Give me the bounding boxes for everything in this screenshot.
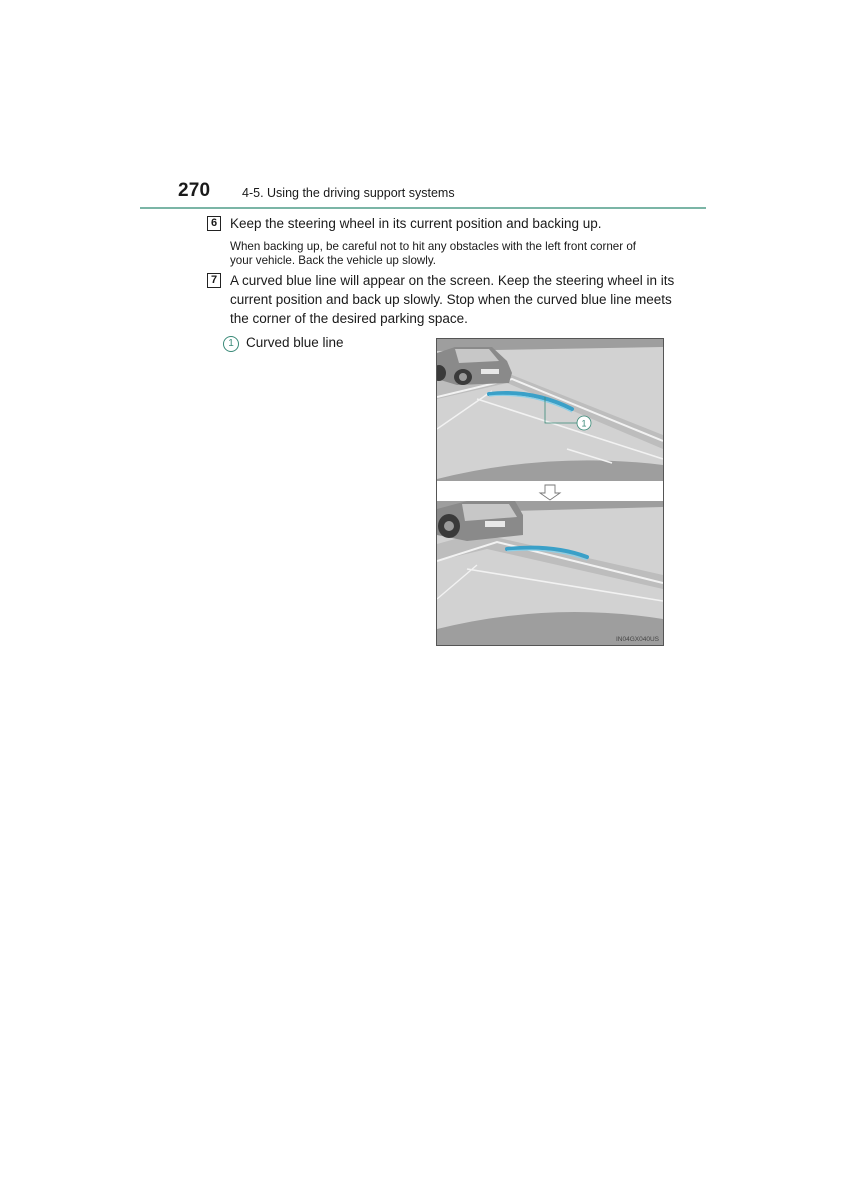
parked-car-icon — [437, 501, 523, 541]
step-7-badge: 7 — [207, 273, 221, 288]
step-6-text: Keep the steering wheel in its current position and backing up. — [230, 216, 602, 231]
step-6-badge: 6 — [207, 216, 221, 231]
figure-code: IN04GX040US — [616, 636, 659, 643]
callout-1-label: Curved blue line — [246, 335, 344, 350]
svg-text:1: 1 — [581, 418, 587, 429]
page-number: 270 — [178, 180, 211, 201]
top-screen-panel — [437, 339, 663, 481]
step-7-line-2: current position and back up slowly. Stop when the curved blue line meets — [230, 292, 672, 307]
parking-assist-figure — [436, 338, 664, 646]
parking-assist-illustration — [437, 339, 663, 645]
step-6-note-line-1: When backing up, be careful not to hit any obstacles with the left front corner of — [230, 240, 637, 253]
step-7-line-1: A curved blue line will appear on the screen. Keep the steering wheel in its — [230, 273, 675, 288]
bottom-screen-panel — [437, 501, 663, 645]
callout-1-marker: 1 — [223, 336, 239, 352]
step-7-line-3: the corner of the desired parking space. — [230, 311, 468, 326]
step-6-note-line-2: your vehicle. Back the vehicle up slowly. — [230, 254, 436, 267]
down-arrow-icon — [540, 485, 560, 500]
section-title: 4-5. Using the driving support systems — [242, 186, 455, 200]
header-divider — [140, 207, 706, 209]
